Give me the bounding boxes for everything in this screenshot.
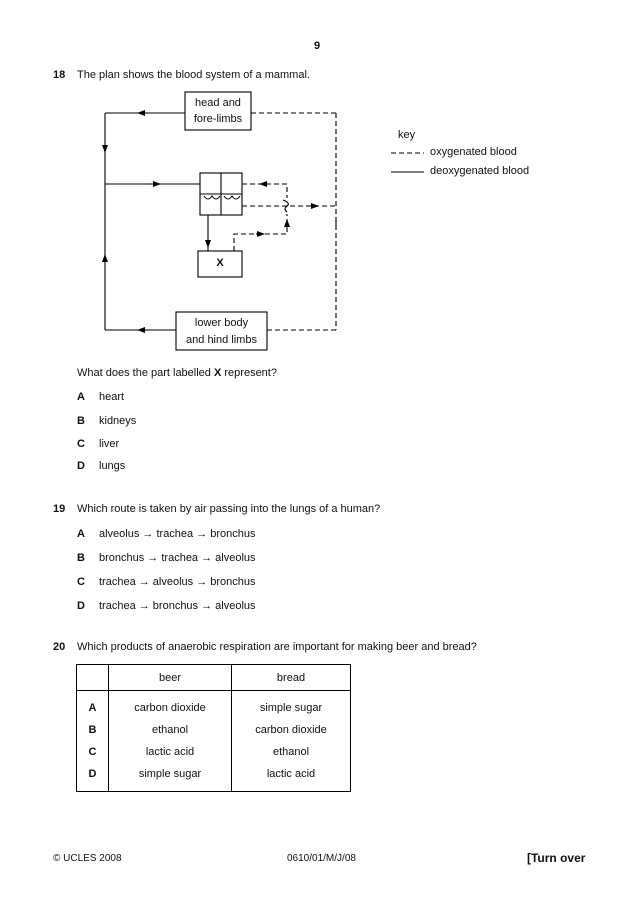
cell-beer: carbon dioxide [109,691,232,720]
q18-option-text[interactable]: kidneys [99,415,137,427]
table-row[interactable] [77,763,351,792]
q19-stem: Which route is taken by air passing into the lungs of a human? [77,503,381,515]
table-header-cell: bread [232,665,351,691]
q18-option-letter: C [77,438,85,450]
q18-stem: The plan shows the blood system of a mammal. [77,69,310,81]
q18-option-text[interactable]: heart [99,391,125,403]
q18-question-pre: What does the part labelled [77,367,214,379]
table-row[interactable] [77,741,351,763]
key-deoxygenated: deoxygenated blood [430,165,530,177]
q18-option-letter: B [77,415,85,427]
q18-option-text[interactable]: liver [99,438,120,450]
q19-option-text[interactable]: alveolus → trachea → bronchus [99,528,256,540]
cell-bread: carbon dioxide [232,719,351,741]
cell-bread: simple sugar [232,691,351,720]
row-letter: A [77,691,109,720]
q18-question [77,367,277,379]
cell-bread: lactic acid [232,763,351,792]
q19-option-letter: B [77,552,85,564]
footer-turn-over: [Turn over [527,851,586,865]
key-oxygenated: oxygenated blood [430,146,517,158]
q18-question-post: represent? [221,367,277,379]
row-letter: C [77,741,109,763]
q18-question-bold: X [213,367,222,379]
q20-stem: Which products of anaerobic respiration are important for making beer and bread? [77,641,477,653]
box-top-label-2: fore-limbs [193,113,243,125]
q19-option-letter: D [77,600,85,612]
blood-system-diagram [0,0,638,380]
cell-bread: ethanol [232,741,351,763]
q19-option-text[interactable]: bronchus → trachea → alveolus [99,552,256,564]
box-bottom-label-2: and hind limbs [186,334,257,346]
cell-beer: lactic acid [109,741,232,763]
box-top-label-1: head and [195,97,241,109]
table-header-row [77,665,351,691]
q18-option-letter: A [77,391,85,403]
cell-beer: ethanol [109,719,232,741]
footer-copyright: © UCLES 2008 [53,853,122,864]
key-title: key [398,129,416,141]
row-letter: D [77,763,109,792]
table-row[interactable] [77,691,351,720]
q19-number: 19 [53,503,66,515]
page-number: 9 [314,40,321,52]
q18-number: 18 [53,69,66,81]
q20-number: 20 [53,641,66,653]
q18-option-letter: D [77,460,85,472]
table-header-cell [77,665,109,691]
q18-option-text[interactable]: lungs [99,460,126,472]
q19-option-text[interactable]: trachea → alveolus → bronchus [99,576,256,588]
row-letter: B [77,719,109,741]
table-row[interactable] [77,719,351,741]
cell-beer: simple sugar [109,763,232,792]
q19-option-letter: A [77,528,85,540]
box-x-label: X [216,257,224,269]
q19-option-text[interactable]: trachea → bronchus → alveolus [99,600,256,612]
box-bottom-label-1: lower body [194,317,249,329]
answer-table [76,664,351,792]
q19-option-letter: C [77,576,85,588]
footer-code: 0610/01/M/J/08 [287,853,356,864]
table-header-cell: beer [109,665,232,691]
